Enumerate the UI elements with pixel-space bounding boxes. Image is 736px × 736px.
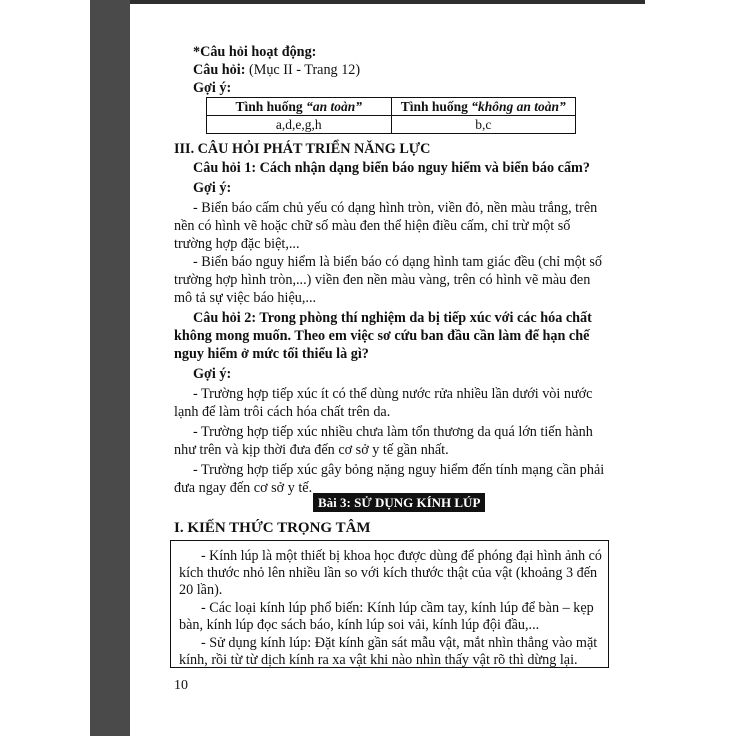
box-line: - Các loại kính lúp phổ biến: Kính lúp cầm tay, kính lúp để bàn – kẹp <box>201 600 594 616</box>
activity-question-ref: (Mục II - Trang 12) <box>245 62 361 78</box>
question-1: Câu hỏi 1: Cách nhận dạng biển báo nguy hiểm và biển báo cấm? <box>193 160 590 176</box>
lesson-title-banner: Bài 3: SỬ DỤNG KÍNH LÚP <box>313 493 485 512</box>
table-cell-unsafe: b,c <box>391 116 576 134</box>
table-header-safe: Tình huống “an toàn” <box>207 98 392 116</box>
page-number: 10 <box>174 678 188 693</box>
box-line: kính, rồi từ từ dịch kính ra xa vật khi nào nhìn thấy vật rõ thì dừng lại. <box>179 652 578 668</box>
answer-2-line: đưa ngay đến cơ sở y tế. <box>174 480 313 496</box>
answer-1-line: - Biển báo nguy hiểm là biển báo có dạng hình tam giác đều (chỉ một số <box>193 254 602 270</box>
box-line: 20 lần). <box>179 582 223 598</box>
answer-2-line: như trên và kịp thời đưa đến cơ sở y tế gần nhất. <box>174 442 449 458</box>
answer-1-line: - Biển báo cấm chủ yếu có dạng hình tròn, viền đỏ, nền màu trắng, trên <box>193 200 598 216</box>
answer-1-line: trường hợp đặc biệt,... <box>174 236 300 252</box>
section-heading-iii: III. CÂU HỎI PHÁT TRIỂN NĂNG LỰC <box>174 141 431 157</box>
document-page <box>130 4 645 736</box>
section-heading-i: I. KIẾN THỨC TRỌNG TÂM <box>174 520 371 536</box>
answer-2-line: - Trường hợp tiếp xúc nhiều chưa làm tổn thương da quá lớn tiến hành <box>193 424 593 440</box>
question-2-line: không mong muốn. Theo em việc sơ cứu ban đầu cần làm để hạn chế <box>174 328 590 344</box>
question-1-hint: Gợi ý: <box>193 180 232 196</box>
table-header-row <box>207 98 576 116</box>
question-2-line: nguy hiểm ở mức tối thiểu là gì? <box>174 346 369 362</box>
answer-2-line: lạnh để làm trôi cách hóa chất trên da. <box>174 404 391 420</box>
box-line: bàn, kính lúp đọc sách báo, kính lúp soi vải, kính lúp đội đầu,... <box>179 617 540 633</box>
table-cell-safe: a,d,e,g,h <box>207 116 392 134</box>
box-line: - Sử dụng kính lúp: Đặt kính gần sát mẫu vật, mắt nhìn thẳng vào mặt <box>201 635 598 651</box>
scan-dark-margin <box>90 0 130 736</box>
activity-question: Câu hỏi: (Mục II - Trang 12) <box>193 62 361 78</box>
table-row <box>207 116 576 134</box>
answer-1-line: mô tả sự việc báo hiệu,... <box>174 290 317 306</box>
question-2-hint: Gợi ý: <box>193 366 232 382</box>
situation-table <box>206 97 576 134</box>
key-knowledge-box <box>170 540 609 668</box>
answer-2-line: - Trường hợp tiếp xúc gây bỏng nặng nguy hiểm đến tính mạng cần phải <box>193 462 605 478</box>
activity-hint: Gợi ý: <box>193 80 232 96</box>
box-line: - Kính lúp là một thiết bị khoa học được dùng để phóng đại hình ảnh có <box>201 548 602 564</box>
activity-title: *Câu hỏi hoạt động: <box>193 44 317 60</box>
answer-1-line: nền có hình vẽ hoặc chữ số màu đen thể hiện điều cấm, chỉ trừ một số <box>174 218 571 234</box>
table-header-unsafe: Tình huống “không an toàn” <box>391 98 576 116</box>
answer-2-line: - Trường hợp tiếp xúc ít có thể dùng nước rửa nhiều lần dưới vòi nước <box>193 386 593 402</box>
question-2-line: Câu hỏi 2: Trong phòng thí nghiệm da bị tiếp xúc với các hóa chất <box>193 310 592 326</box>
answer-1-line: trường hợp hình tròn,...) viền đen nền màu vàng, trên có hình vẽ màu đen <box>174 272 591 288</box>
box-line: kích thước nhỏ lên nhiều lần so với kích thước thật của vật (khoảng 3 đến <box>179 565 598 581</box>
